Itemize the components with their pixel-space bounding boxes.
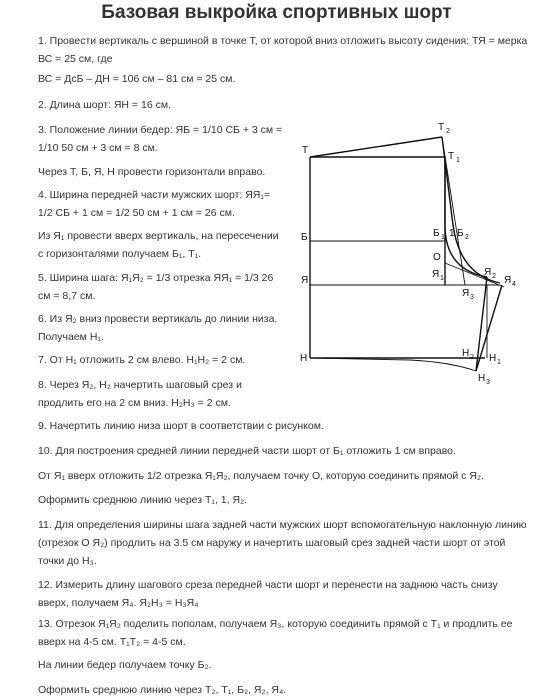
step-1: 1. Провести вертикаль с вершиной в точке Т, от которой вниз отложить высоту сидения: ТЯ = мерка ВС = 25 см, где [38,35,528,65]
label-h3: Н [478,373,486,384]
pattern-lines [310,137,504,371]
label-ya2-sub: 2 [492,273,496,280]
step-4-note: Из Я₁ провести вверх вертикаль, на пересечении с горизонталями получаем Б₁, Т₁. [38,230,279,260]
step-12: 12. Измерить длину шагового среза передней части шорт и перенести на заднюю часть снизу вверх, получаем Я₄. Я₂Н₃ = Н₃Я₄ [38,579,498,609]
line-waist-back [310,137,442,157]
label-ya2: Я [484,267,492,278]
step-3: 3. Положение линии бедер: ЯБ = 1/10 СБ + 3 см = 1/10 50 см + 3 см = 8 см. [38,124,283,154]
step-13-hip: На линии бедер получаем точку Б₂. [38,659,212,671]
label-ya1: Я [432,269,440,280]
step-4: 4. Ширина передней части мужских шорт: ЯЯ₁= 1/2 СБ + 1 см = 1/2 50 см + 1 см = 26 см. [38,189,271,219]
step-2: 2. Длина шорт: ЯН = 16 см. [38,99,171,111]
shorts-pattern-diagram [290,115,530,395]
label-h1: Н [489,353,497,364]
label-b2-sub: 2 [465,234,469,241]
label-ya3-sub: 3 [470,294,474,301]
step-13-center-line: Оформить среднюю линию через Т₂, Т₁, Б₂, Я₂, Я₄. [38,684,287,696]
label-t2: Т [438,122,445,133]
curve-hem [310,358,476,371]
label-b2: Б [457,228,464,239]
label-ya: Я [301,275,309,286]
label-b1-sub: 1 [441,234,445,241]
label-ya3: Я [462,288,470,299]
label-o: О [433,252,441,263]
label-ya1-sub: 1 [440,275,444,282]
step-10-center-line: Оформить среднюю линию через Т₁, 1, Я₂. [38,494,248,506]
label-h2-sub: 2 [470,354,474,361]
label-t: Т [302,145,309,156]
step-10: 10. Для построения средней линии передней части шорт от Б₁ отложить 1 см вправо. [38,445,456,457]
step-8: 8. Через Я₂, Н₂ начертить шаговый срез и продлить его на 2 см вниз. Н₂Н₃ = 2 см. [38,379,242,409]
step-13: 13. Отрезок Я₁Я₂ поделить пополам, получаем Я₃, которую соединить прямой с Т₁ и продлить ее вверх на 4-5 см. Т₁Т₂ = 4-5 см. [38,618,513,648]
label-one: 1 [449,228,455,239]
step-1-formula: ВС = ДсБ – ДН = 106 см – 81 см = 25 см. [38,73,236,85]
label-h2: Н [462,348,470,359]
step-7: 7. От Н₁ отложить 2 см влево. Н₁Н₂ = 2 см. [38,354,246,366]
step-9: 9. Начертить линию низа шорт в соответствии с рисунком. [38,420,324,432]
label-h: Н [300,353,308,364]
label-h3-sub: 3 [486,379,490,386]
step-10-point-o: От Я₁ вверх отложить 1/2 отрезка Я₁Я₂, получаем точку О, которую соединить прямой с Я₂. [38,470,484,482]
line-front-inseam [476,277,487,371]
label-b1: Б [433,228,440,239]
label-t2-sub: 2 [446,128,450,135]
label-t1: Т [448,151,455,162]
label-t1-sub: 1 [456,157,460,164]
step-3-note: Через Т, Б, Я, Н провести горизонтали вправо. [38,166,266,178]
label-b: Б [301,232,308,243]
page-title: Базовая выкройка спортивных шорт [101,2,452,23]
step-6: 6. Из Я₂ вниз провести вертикаль до линии низа. Получаем Н₁. [38,313,278,343]
label-ya4-sub: 4 [512,281,516,288]
step-11: 11. Для определения ширины шага задней части мужских шорт вспомогательную наклонную линию (отрезок О Я₂) продлить на 3.5 см наружу и начертить шаговый срез задней части шорт от этой точки до Н₃. [38,519,527,567]
label-h1-sub: 1 [497,359,501,366]
label-ya4: Я [504,275,512,286]
step-5: 5. Ширина шага: Я₁Я₂ = 1/3 отрезка ЯЯ₁ = 1/3 26 см = 8,7 см. [38,272,274,302]
